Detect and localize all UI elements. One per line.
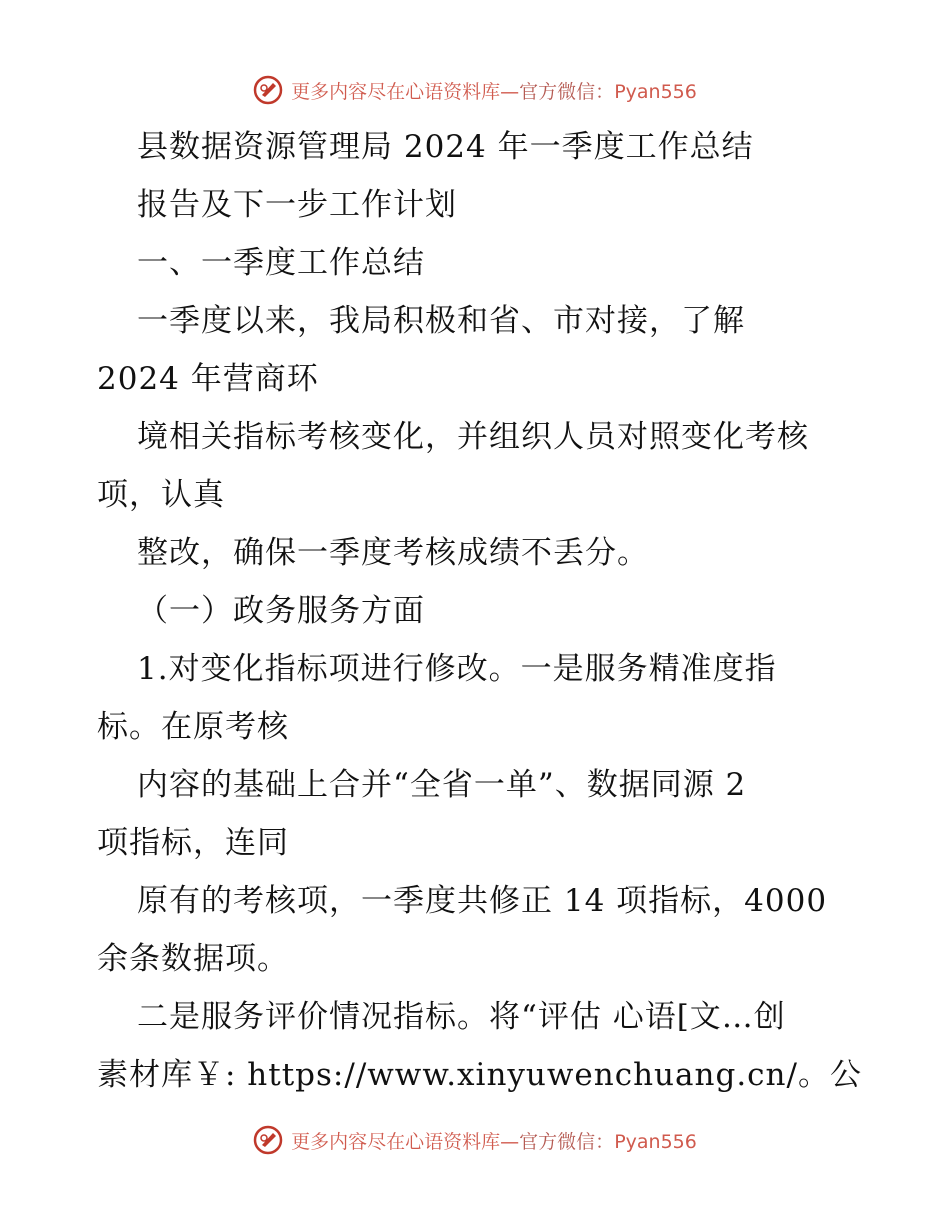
paragraph-line: 原有的考核项，一季度共修正 14 项指标，4000 bbox=[137, 883, 828, 919]
document-body bbox=[97, 118, 862, 1104]
banner-wechat-label: 官方微信： bbox=[519, 1130, 615, 1153]
banner-dash: — bbox=[500, 80, 520, 103]
logo-icon bbox=[253, 1125, 283, 1155]
banner-wechat-id: Pyan556 bbox=[614, 1130, 697, 1153]
paragraph-line: 1.对变化指标项进行修改。一是服务精准度指 bbox=[137, 651, 777, 687]
paragraph-line: 境相关指标考核变化，并组织人员对照变化考核 bbox=[137, 419, 809, 455]
banner-text bbox=[291, 77, 697, 104]
paragraph-line: 内容的基础上合并“全省一单”、数据同源 2 bbox=[137, 767, 747, 803]
logo-icon bbox=[253, 75, 283, 105]
paragraph-line: 标。在原考核 bbox=[97, 709, 289, 745]
paragraph-line: 整改，确保一季度考核成绩不丢分。 bbox=[137, 535, 649, 571]
title-line-2: 报告及下一步工作计划 bbox=[137, 187, 457, 223]
section-heading: 一、一季度工作总结 bbox=[137, 245, 425, 281]
paragraph-line: 素材库￥: https://www.xinyuwenchuang.cn/。公 bbox=[97, 1057, 862, 1093]
banner-wechat-label: 官方微信： bbox=[519, 80, 615, 103]
banner-wechat-id: Pyan556 bbox=[614, 80, 697, 103]
paragraph-line: 2024 年营商环 bbox=[97, 361, 319, 397]
footer-banner bbox=[0, 1122, 950, 1158]
paragraph-line: 一季度以来，我局积极和省、市对接，了解 bbox=[137, 303, 745, 339]
banner-dash: — bbox=[500, 1130, 520, 1153]
banner-main-text: 更多内容尽在心语资料库 bbox=[291, 1130, 501, 1153]
header-banner bbox=[0, 72, 950, 108]
paragraph-line: 二是服务评价情况指标。将“评估 心语[文…创 bbox=[137, 999, 786, 1035]
title-line-1: 县数据资源管理局 2024 年一季度工作总结 bbox=[137, 129, 754, 165]
paragraph-line: 项，认真 bbox=[97, 477, 225, 513]
subsection-heading: （一）政务服务方面 bbox=[137, 593, 425, 629]
paragraph-line: 项指标，连同 bbox=[97, 825, 289, 861]
banner-main-text: 更多内容尽在心语资料库 bbox=[291, 80, 501, 103]
paragraph-line: 余条数据项。 bbox=[97, 941, 289, 977]
banner-text bbox=[291, 1127, 697, 1154]
